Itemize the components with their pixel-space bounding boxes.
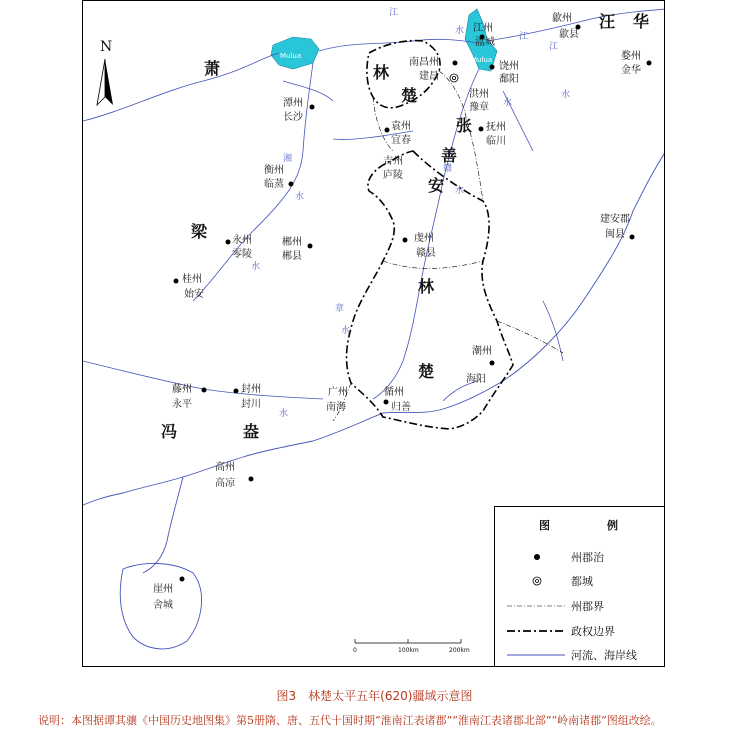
- river-label: 水: [455, 186, 465, 196]
- place-jiangzhou: 江州: [473, 23, 493, 34]
- capital-symbol: [450, 74, 458, 82]
- place-yongzhou-seat: 零陵: [232, 249, 252, 260]
- place-shezhou-seat: 歙县: [559, 29, 579, 40]
- place-chaozhou: 潮州: [472, 346, 492, 357]
- regime-lin-1: 林: [373, 63, 390, 82]
- place-nanchang-seat: 建昌: [419, 71, 439, 82]
- legend-item-seat: 州郡治: [571, 551, 604, 564]
- regime-chu-1: 楚: [401, 86, 418, 105]
- regime-shan: 善: [441, 146, 458, 165]
- river-label: 江: [549, 42, 559, 52]
- place-yongzhou: 永州: [232, 235, 252, 246]
- scale-tick-200: 200km: [449, 647, 470, 654]
- place-fuzhou-seat: 临川: [486, 136, 506, 147]
- place-tengzhou-seat: 永平: [172, 399, 192, 410]
- river-label: 水: [503, 98, 513, 108]
- river-label: 水: [561, 90, 571, 100]
- regime-lin-2: 林: [418, 277, 435, 296]
- regime-liang: 梁: [191, 222, 208, 241]
- place-fengzhou-seat: 封川: [241, 399, 261, 410]
- regime-chu-2: 楚: [418, 362, 435, 381]
- place-chenzhou: 郴州: [282, 237, 302, 248]
- place-jianan: 建安郡: [600, 214, 630, 225]
- place-jizhou: 吉州: [383, 156, 403, 167]
- place-raozhou-seat: 鄱阳: [499, 74, 519, 85]
- place-xunzhou: 循州: [384, 387, 404, 398]
- place-xunzhou-seat: 归善: [391, 402, 411, 413]
- river-label: 湘: [283, 154, 293, 164]
- place-shezhou: 歙州: [552, 13, 572, 24]
- river-label: 水: [251, 262, 261, 272]
- place-chaozhou-seat: 海阳: [466, 374, 486, 385]
- place-guangzhou-seat: 南海: [326, 402, 346, 413]
- coast-leizhou: [143, 477, 183, 573]
- place-gaozhou-seat: 高凉: [215, 478, 235, 489]
- place-tanzhou: 潭州: [283, 98, 303, 109]
- river-label: 水: [295, 192, 305, 202]
- place-wuzhou: 婺州: [621, 51, 641, 62]
- place-guangzhou: 广州: [328, 387, 348, 398]
- place-wuzhou-seat: 金华: [621, 65, 641, 76]
- place-yuanzhou-seat: 宜春: [391, 135, 411, 146]
- place-hengzhou: 衡州: [264, 165, 284, 176]
- regime-feng-1: 冯: [161, 422, 178, 441]
- map-frame: [82, 0, 665, 667]
- place-guizhou: 桂州: [182, 274, 202, 285]
- regime-an: 安: [428, 176, 445, 195]
- north-letter: N: [100, 39, 113, 55]
- regime-wang-2: 华: [633, 12, 650, 31]
- place-fuzhou: 抚州: [486, 122, 506, 133]
- regime-feng-2: 盎: [243, 422, 260, 441]
- river-label: 水: [341, 326, 351, 336]
- figure-caption: 图3 林楚太平五年(620)疆域示意图: [276, 689, 473, 703]
- place-hengzhou-seat: 临蒸: [264, 179, 284, 190]
- river-label: 水: [455, 26, 465, 36]
- prefecture-boundaries: [333, 71, 563, 421]
- figure-note: 说明：本图据谭其骧《中国历史地图集》第5册隋、唐、五代十国时期“淮南江表诸郡”“淮南江表诸郡北部”“岭南诸郡”图组改绘。: [38, 714, 662, 727]
- legend-symbol-capital: [533, 577, 541, 585]
- legend-symbol-seat: [534, 554, 540, 560]
- place-guizhou-seat: 始安: [184, 289, 204, 300]
- place-hongzhou-seat: 豫章: [469, 102, 489, 113]
- place-jianan-seat: 闽县: [605, 229, 625, 240]
- lake-label-poyang: Mulua: [471, 56, 493, 64]
- lake-label-dongting: Mulua: [280, 52, 302, 60]
- place-jizhou-seat: 庐陵: [383, 170, 403, 181]
- place-hongzhou: 洪州: [469, 89, 489, 100]
- legend-title-right: 例: [607, 519, 618, 532]
- regime-zhang: 张: [456, 116, 473, 135]
- place-yazhou: 崖州: [153, 584, 173, 595]
- legend-title-left: 图: [539, 519, 550, 532]
- river-label: 章: [335, 304, 345, 314]
- place-gaozhou: 高州: [215, 462, 235, 473]
- regime-wang-1: 汪: [599, 12, 616, 31]
- legend-item-capital: 都城: [571, 575, 593, 588]
- prefecture-seats: [174, 25, 652, 582]
- legend-item-river-coast: 河流、海岸线: [571, 649, 637, 662]
- place-yuanzhou: 袁州: [391, 121, 411, 132]
- legend: [494, 506, 665, 667]
- place-nanchang: 南昌州: [409, 57, 439, 68]
- coastline: [83, 151, 665, 505]
- place-qianzhou-seat: 赣县: [416, 248, 436, 259]
- scale-tick-0: 0: [353, 647, 357, 654]
- place-yazhou-seat: 舍城: [153, 600, 173, 611]
- place-jiangzhou-seat: 湓城: [475, 37, 495, 48]
- river-label: 赣: [443, 164, 453, 174]
- regime-xiao: 萧: [204, 59, 221, 78]
- north-arrow: [97, 59, 113, 105]
- river-label: 江: [389, 8, 399, 18]
- legend-item-prefecture-boundary: 州郡界: [571, 600, 604, 613]
- river-label: 水: [279, 409, 289, 419]
- scale-bar: [355, 639, 461, 643]
- place-fengzhou: 封州: [241, 384, 261, 395]
- place-raozhou: 饶州: [499, 61, 519, 72]
- place-qianzhou: 虔州: [414, 233, 434, 244]
- river-label: 江: [519, 32, 529, 42]
- place-tengzhou: 藤州: [172, 384, 192, 395]
- place-chenzhou-seat: 郴县: [282, 251, 302, 262]
- place-tanzhou-seat: 长沙: [283, 112, 303, 123]
- legend-item-political-boundary: 政权边界: [571, 625, 615, 638]
- scale-tick-100: 100km: [398, 647, 419, 654]
